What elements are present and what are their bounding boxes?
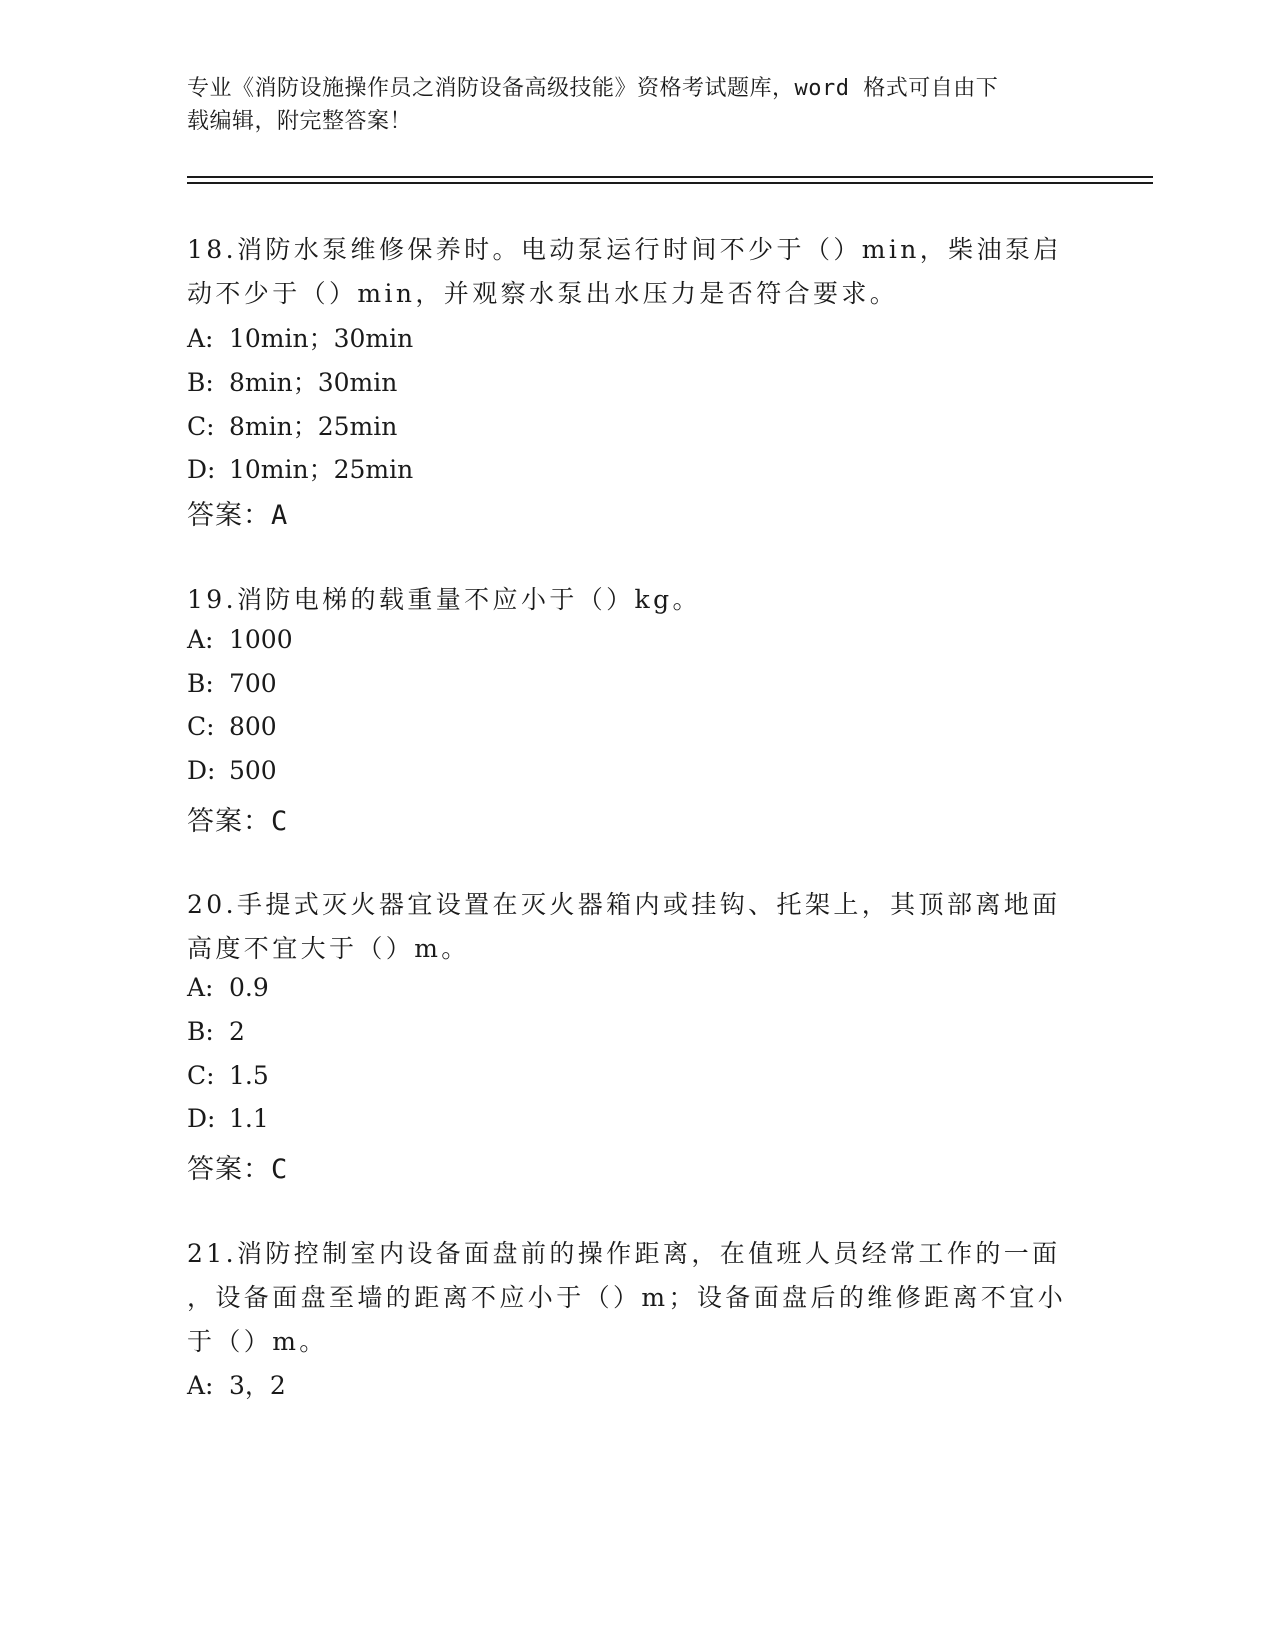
question-19-option-a [187,625,293,654]
option-letter: C: [187,712,215,741]
option-text: 1.5 [229,1061,269,1090]
option-letter: B: [187,1017,214,1046]
question-18-line-1: 18.消防水泵维修保养时。电动泵运行时间不少于（）min，柴油泵启 [187,235,1062,264]
option-letter: C: [187,412,215,441]
question-20-line-1: 20.手提式灭火器宜设置在灭火器箱内或挂钩、托架上，其顶部离地面 [187,890,1061,919]
option-letter: A: [187,973,214,1002]
question-19-line-1: 19.消防电梯的载重量不应小于（）kg。 [187,585,701,614]
option-letter: A: [187,625,214,654]
question-18-line-2: 动不少于（）min，并观察水泵出水压力是否符合要求。 [187,279,899,308]
option-text: 500 [229,756,277,785]
question-18-option-c [187,407,397,443]
option-letter: D: [187,756,216,785]
header-line-2: 载编辑，附完整答案！ [187,109,413,134]
question-21-line-2: ，设备面盘至墙的距离不应小于（）m；设备面盘后的维修距离不宜小 [187,1283,1067,1312]
question-21-option-a [187,1366,286,1402]
document-header [187,72,1087,138]
question-19-option-d [187,756,277,785]
question-19-option-b [187,669,277,698]
option-letter: C: [187,1061,215,1090]
option-letter: D: [187,1104,216,1133]
question-20-option-c [187,1061,269,1090]
option-letter: A: [187,324,214,353]
question-19-answer: 答案：C [187,806,289,837]
question-18-option-b [187,363,397,399]
option-text: 10min；30min [229,324,414,353]
option-text: 2 [229,1017,245,1046]
question-18-answer: 答案：A [187,500,289,531]
option-text: 8min；25min [229,412,398,441]
option-text: 0.9 [229,973,269,1002]
header-divider [187,176,1153,178]
option-text: 700 [229,669,277,698]
header-divider [187,182,1153,184]
option-text: 1.1 [229,1104,269,1133]
option-letter: D: [187,455,216,484]
question-20-option-b [187,1017,245,1046]
option-text: 1000 [229,625,293,654]
option-text: 8min；30min [229,368,398,397]
question-19-option-c [187,712,277,741]
question-20-option-d [187,1104,269,1133]
question-18-option-a [187,319,413,355]
option-letter: A: [187,1371,214,1400]
question-20-line-2: 高度不宜大于（）m。 [187,934,470,963]
option-letter: B: [187,368,214,397]
option-text: 10min；25min [229,455,414,484]
option-text: 800 [229,712,277,741]
question-18-option-d [187,450,413,486]
option-letter: B: [187,669,214,698]
question-21-line-1: 21.消防控制室内设备面盘前的操作距离，在值班人员经常工作的一面 [187,1239,1061,1268]
question-20-answer: 答案：C [187,1154,289,1185]
question-21-line-3: 于（）m。 [187,1327,328,1356]
option-text: 3，2 [229,1371,286,1400]
question-20-option-a [187,973,269,1002]
header-line-1: 专业《消防设施操作员之消防设备高级技能》资格考试题库，word 格式可自由下 [187,76,999,101]
